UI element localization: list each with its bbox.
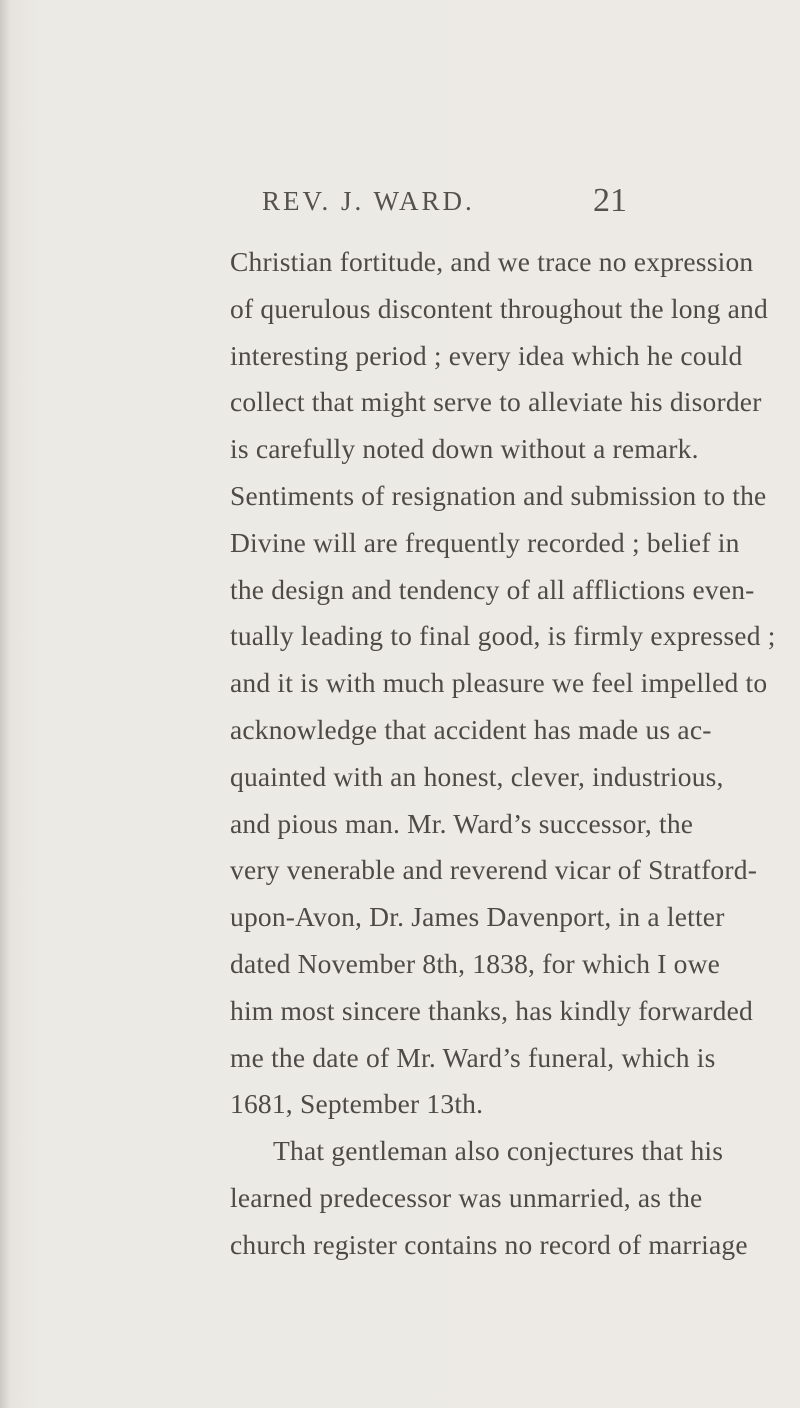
- text-line: quainted with an honest, clever, industrious,: [230, 761, 724, 792]
- text-line: very venerable and reverend vicar of Stratford-: [230, 854, 758, 885]
- text-line: collect that might serve to alleviate his disorder: [230, 386, 762, 417]
- text-line: Divine will are frequently recorded ; belief in: [230, 527, 740, 558]
- text-line: acknowledge that accident has made us ac-: [230, 714, 712, 745]
- text-line: dated November 8th, 1838, for which I owe: [230, 948, 721, 979]
- text-line: is carefully noted down without a remark.: [230, 433, 699, 464]
- text-line: Christian fortitude, and we trace no expression: [230, 246, 754, 277]
- text-line: tually leading to final good, is firmly expressed ;: [230, 620, 776, 651]
- text-line: and pious man. Mr. Ward’s successor, the: [230, 808, 694, 839]
- running-title: REV. J. WARD.: [262, 186, 475, 216]
- text-line: him most sincere thanks, has kindly forwarded: [230, 995, 753, 1026]
- text-line: church register contains no record of marriage: [230, 1229, 748, 1260]
- text-line: upon-Avon, Dr. James Davenport, in a letter: [230, 901, 725, 932]
- text-line: the design and tendency of all afflictions even-: [230, 574, 755, 605]
- text-line: Sentiments of resignation and submission to the: [230, 480, 767, 511]
- text-line: and it is with much pleasure we feel impelled to: [230, 667, 768, 698]
- page-number: 21: [593, 182, 627, 219]
- text-line: interesting period ; every idea which he could: [230, 340, 743, 371]
- text-line: of querulous discontent throughout the long and: [230, 293, 768, 324]
- running-head: [0, 182, 800, 226]
- text-line: That gentleman also conjectures that his: [273, 1135, 724, 1166]
- text-line: me the date of Mr. Ward’s funeral, which is: [230, 1042, 716, 1073]
- text-line: 1681, September 13th.: [230, 1088, 484, 1119]
- text-line: learned predecessor was unmarried, as the: [230, 1182, 703, 1213]
